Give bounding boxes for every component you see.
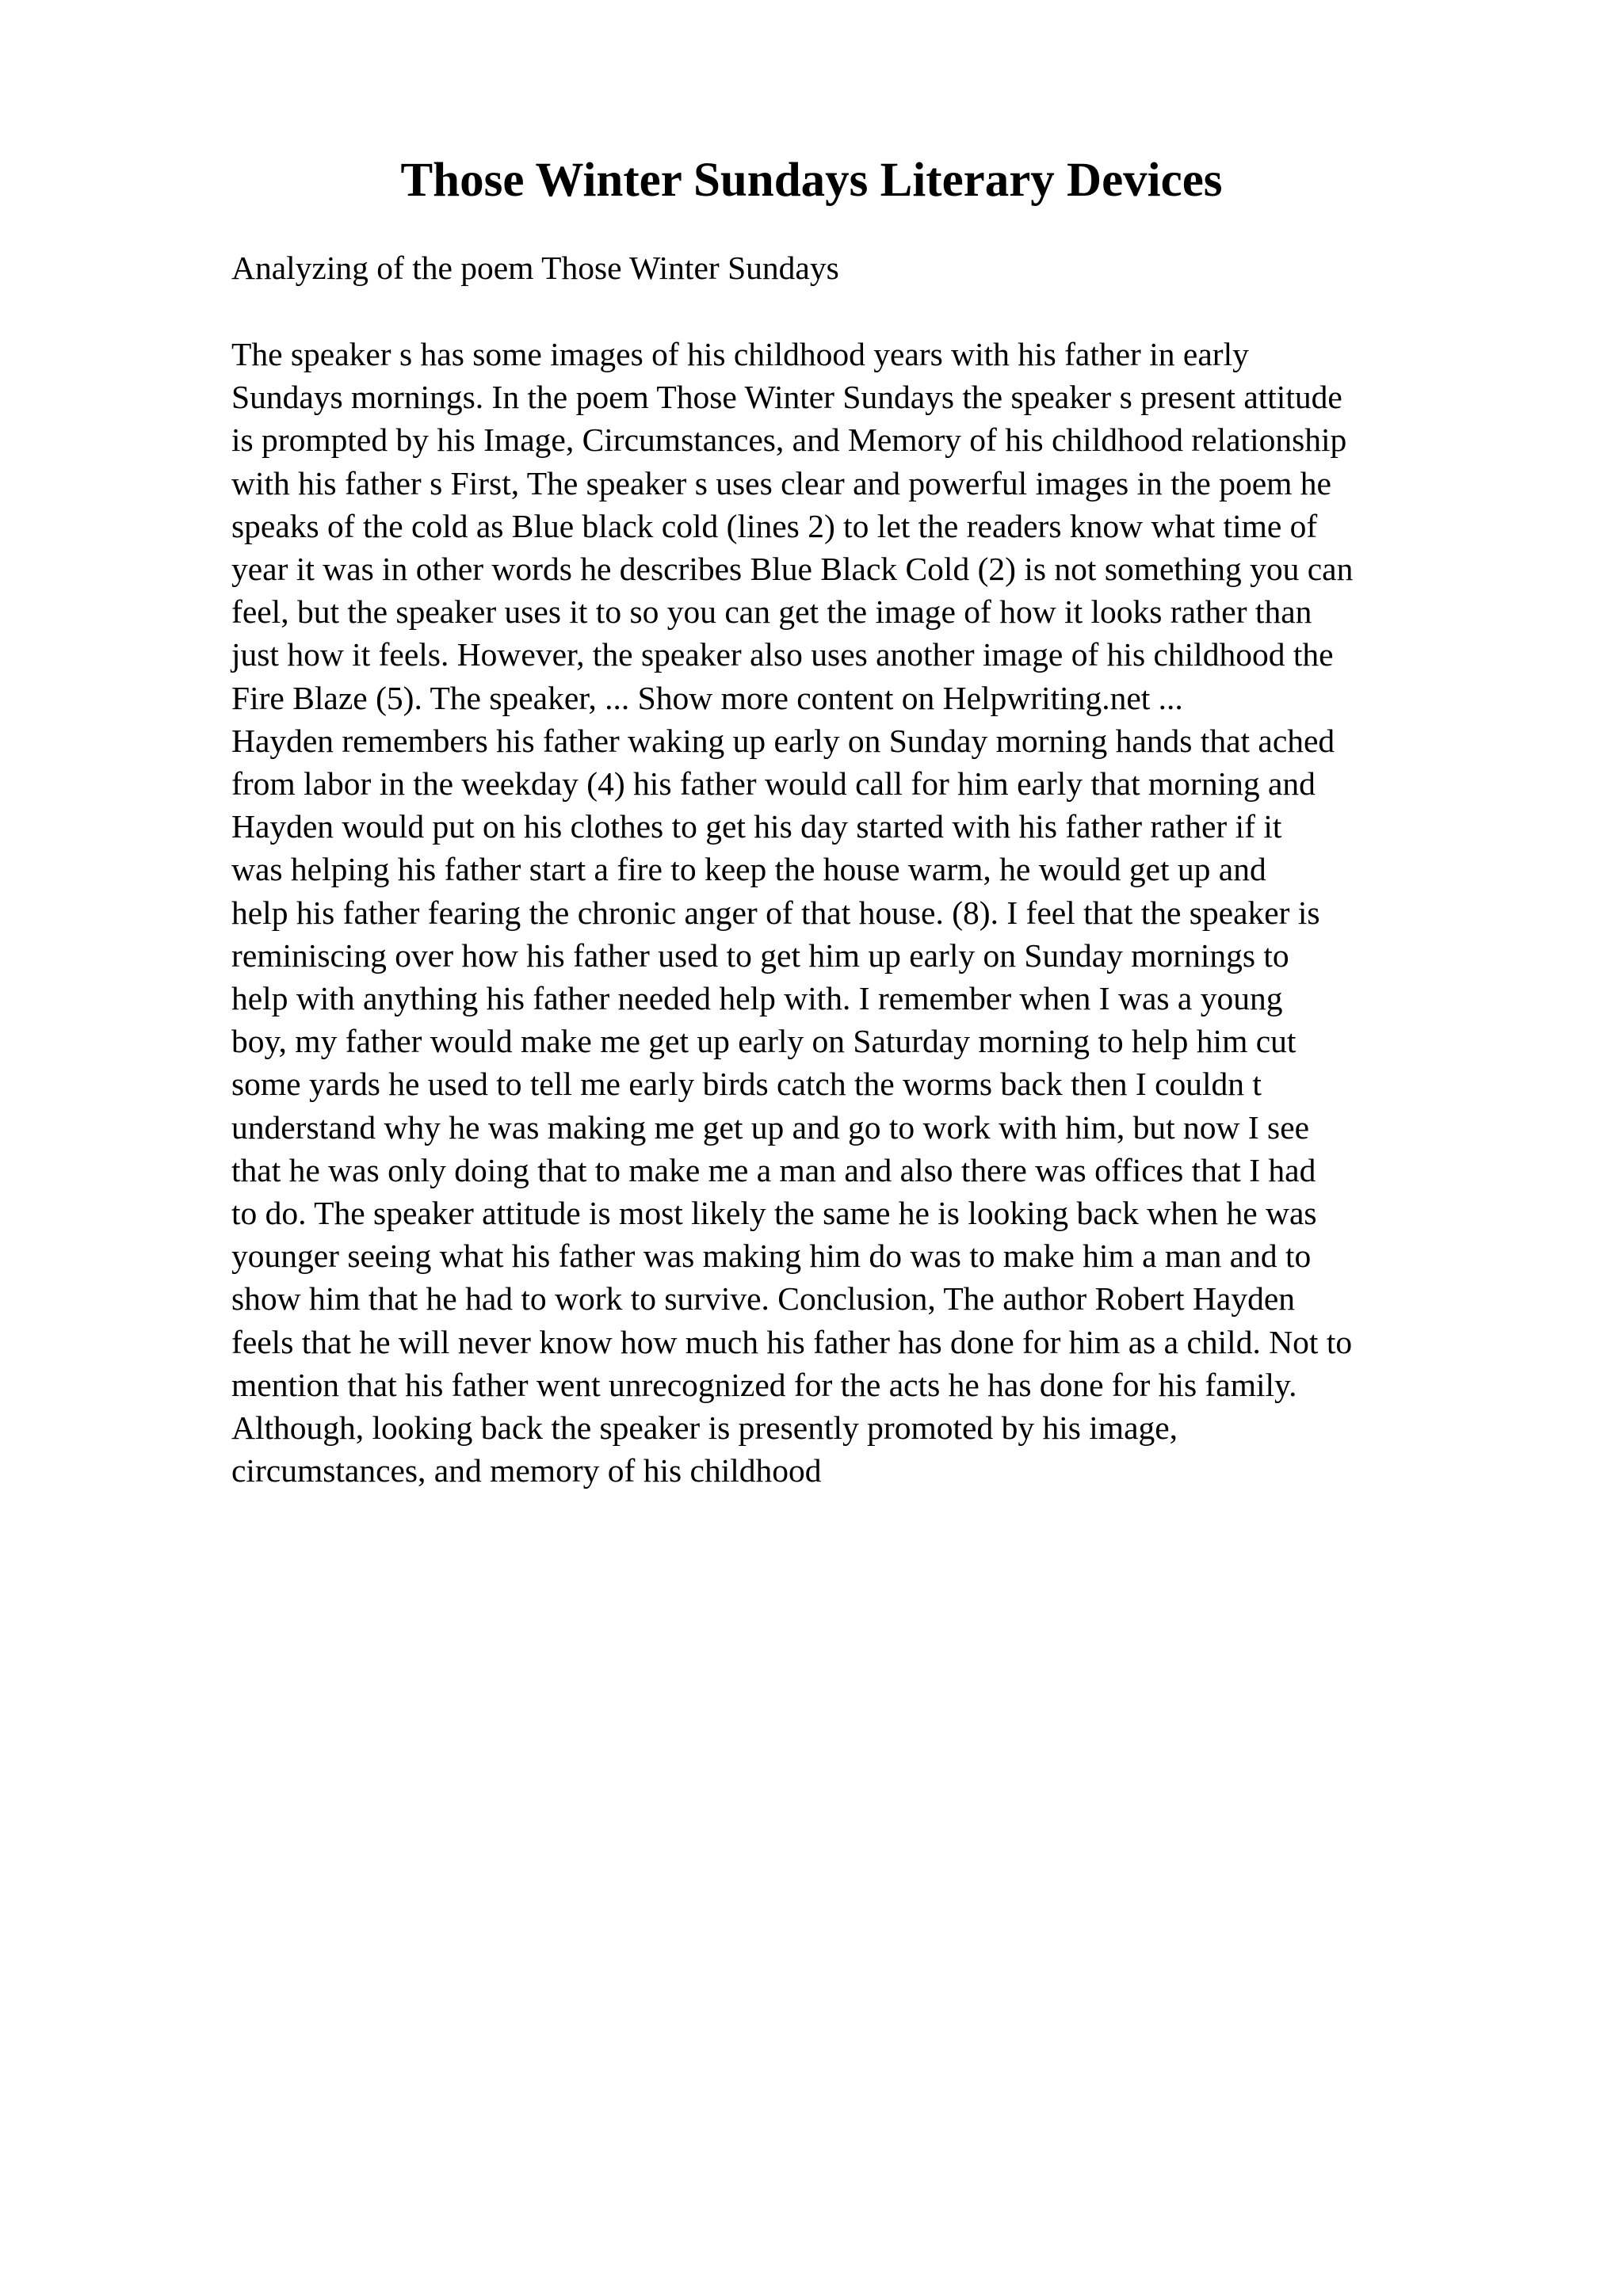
- body-line: feels that he will never know how much his father has done for him as a child. Not to: [231, 1323, 1353, 1360]
- body-line: Hayden remembers his father waking up early on Sunday morning hands that ached: [231, 722, 1335, 759]
- body-line: younger seeing what his father was making him do was to make him a man and to: [231, 1238, 1312, 1275]
- body-line: Although, looking back the speaker is presently promoted by his image,: [231, 1409, 1178, 1447]
- body-line: Hayden would put on his clothes to get his day started with his father rather if it: [231, 808, 1282, 845]
- body-line: boy, my father would make me get up early on Saturday morning to help him cut: [231, 1023, 1296, 1060]
- body-line: The speaker s has some images of his childhood years with his father in early: [231, 336, 1249, 372]
- body-line: some yards he used to tell me early birds catch the worms back then I couldn t: [231, 1066, 1262, 1103]
- document-subtitle: Analyzing of the poem Those Winter Sundays: [231, 250, 839, 286]
- body-line: help his father fearing the chronic anger of that house. (8). I feel that the speaker is: [231, 894, 1320, 931]
- body-line: help with anything his father needed help with. I remember when I was a young: [231, 980, 1283, 1017]
- body-line: mention that his father went unrecognized for the acts he has done for his family.: [231, 1366, 1297, 1403]
- body-line: show him that he had to work to survive. Conclusion, The author Robert Hayden: [231, 1280, 1296, 1318]
- body-line: Fire Blaze (5). The speaker, ... Show more content on Helpwriting.net ...: [231, 679, 1183, 716]
- body-line: feel, but the speaker uses it to so you can get the image of how it looks rather than: [231, 593, 1312, 631]
- body-line: with his father s First, The speaker s uses clear and powerful images in the poem he: [231, 464, 1331, 502]
- body-line: was helping his father start a fire to keep the house warm, he would get up and: [231, 851, 1266, 888]
- document-title: Those Winter Sundays Literary Devices: [400, 154, 1223, 207]
- body-line: circumstances, and memory of his childhood: [231, 1452, 822, 1489]
- body-line: understand why he was making me get up and go to work with him, but now I see: [231, 1108, 1310, 1146]
- body-line: is prompted by his Image, Circumstances, and Memory of his childhood relationship: [231, 421, 1347, 459]
- body-line: Sundays mornings. In the poem Those Winter Sundays the speaker s present attitude: [231, 379, 1342, 416]
- body-line: from labor in the weekday (4) his father would call for him early that morning and: [231, 765, 1316, 803]
- body-line: speaks of the cold as Blue black cold (lines 2) to let the readers know what time of: [231, 507, 1318, 544]
- body-line: that he was only doing that to make me a man and also there was offices that I had: [231, 1151, 1316, 1188]
- body-paragraph: [231, 333, 1594, 1492]
- body-line: reminiscing over how his father used to get him up early on Sunday mornings to: [231, 936, 1289, 974]
- body-line: year it was in other words he describes Blue Black Cold (2) is not something you can: [231, 551, 1354, 588]
- body-line: to do. The speaker attitude is most likely the same he is looking back when he was: [231, 1195, 1317, 1232]
- body-line: just how it feels. However, the speaker also uses another image of his childhood the: [231, 636, 1334, 673]
